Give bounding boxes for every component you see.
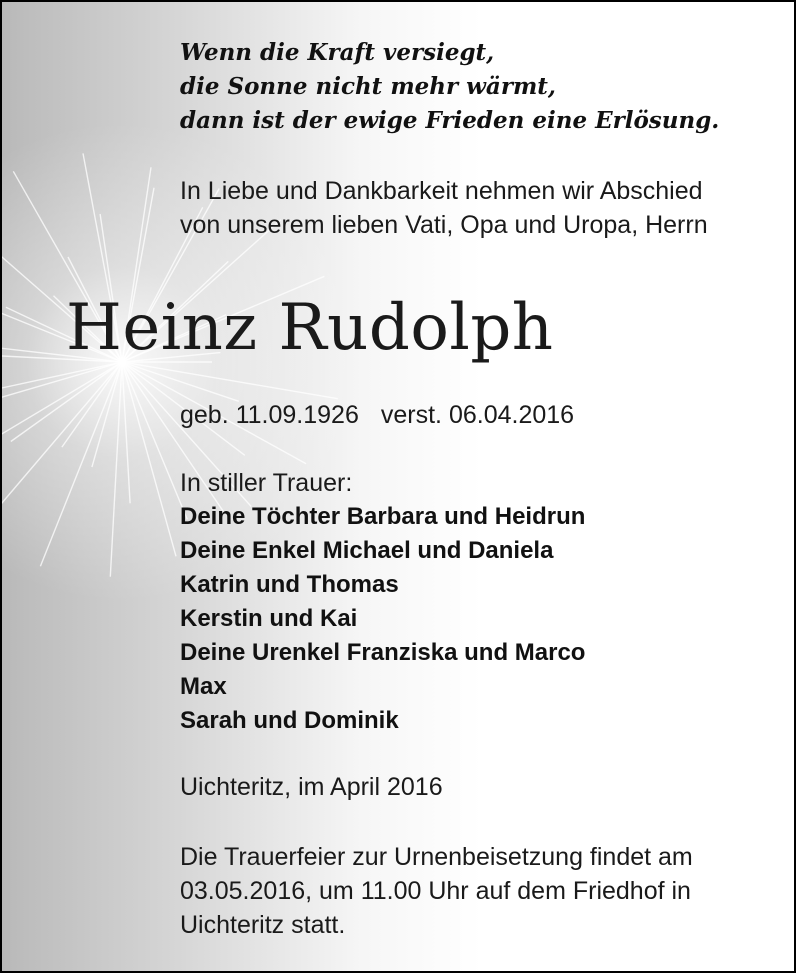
life-dates bbox=[180, 398, 574, 432]
mourner-line: Sarah und Dominik bbox=[180, 707, 399, 734]
intro-text bbox=[180, 174, 708, 242]
mourner-line: Deine Enkel Michael und Daniela bbox=[180, 537, 554, 564]
service-line: Uichteritz statt. bbox=[180, 911, 346, 939]
birth-date: geb. 11.09.1926 bbox=[180, 401, 359, 429]
death-date: verst. 06.04.2016 bbox=[380, 401, 575, 429]
funeral-service-info bbox=[180, 840, 693, 942]
intro-line: In Liebe und Dankbarkeit nehmen wir Abschied bbox=[180, 177, 703, 205]
poem bbox=[180, 36, 719, 138]
service-line: 03.05.2016, um 11.00 Uhr auf dem Friedhof in bbox=[180, 877, 691, 905]
service-line: Die Trauerfeier zur Urnenbeisetzung findet am bbox=[180, 843, 693, 871]
mourner-line: Deine Töchter Barbara und Heidrun bbox=[180, 503, 586, 530]
mourners-label: In stiller Trauer: bbox=[180, 469, 353, 497]
mourner-line: Katrin und Thomas bbox=[180, 571, 399, 598]
poem-line: die Sonne nicht mehr wärmt, bbox=[180, 73, 556, 100]
poem-line: Wenn die Kraft versiegt, bbox=[180, 39, 495, 66]
mourner-line: Kerstin und Kai bbox=[180, 605, 358, 632]
poem-line: dann ist der ewige Frieden eine Erlösung. bbox=[180, 107, 720, 134]
mourner-line: Max bbox=[180, 673, 227, 700]
mourners-list bbox=[180, 500, 585, 738]
place-date: Uichteritz, im April 2016 bbox=[180, 773, 443, 801]
deceased-name: Heinz Rudolph bbox=[66, 291, 554, 365]
mourner-line: Deine Urenkel Franziska und Marco bbox=[180, 639, 586, 666]
intro-line: von unserem lieben Vati, Opa und Uropa, Herrn bbox=[180, 211, 708, 239]
